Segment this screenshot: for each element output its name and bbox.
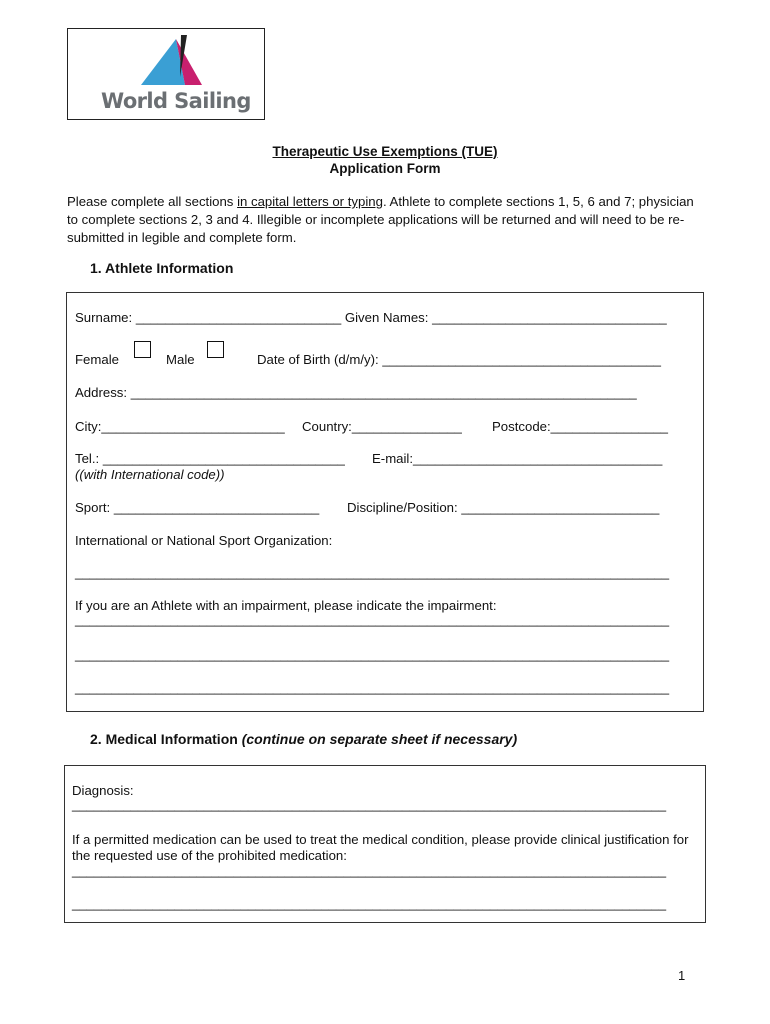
section2-note: (continue on separate sheet if necessary): [241, 731, 518, 747]
male-label: Male: [166, 352, 195, 367]
male-checkbox[interactable]: [207, 341, 224, 358]
surname-field[interactable]: Surname: ____________________________ Given Names: ________________________________: [75, 310, 667, 325]
postcode-field[interactable]: Postcode:________________: [492, 419, 668, 434]
section2-heading: 2. Medical Information (continue on separate sheet if necessary): [90, 731, 518, 747]
org-label: International or National Sport Organization:: [75, 533, 333, 548]
diagnosis-label: Diagnosis:: [72, 783, 134, 798]
tel-note: ((with International code)): [75, 467, 225, 482]
email-field[interactable]: E-mail:__________________________________: [372, 451, 663, 466]
form-subtitle: Application Form: [329, 161, 441, 176]
city-field[interactable]: City:_________________________: [75, 419, 285, 434]
org-line[interactable]: _________________________________________________________________________________: [75, 565, 670, 580]
impairment-line-3[interactable]: _________________________________________________________________________________: [75, 680, 670, 695]
logo-text: World Sailing: [101, 89, 251, 113]
tel-field[interactable]: Tel.: _________________________________: [75, 451, 345, 466]
diagnosis-line[interactable]: _________________________________________________________________________________: [72, 797, 667, 812]
intro-paragraph: Please complete all sections in capital letters or typing. Athlete to complete sections 1, 5, 6 and 7; physician to complete sections 2, 3 and 4. Illegible or incomplete applications will be returned and will need to be re-submitted in legible and complete form.: [67, 194, 694, 245]
discipline-field[interactable]: Discipline/Position: ___________________________: [347, 500, 660, 515]
section1-heading: 1. Athlete Information: [90, 260, 234, 276]
world-sailing-logo: [67, 28, 265, 120]
page-number: 1: [678, 968, 686, 983]
sport-field[interactable]: Sport: ____________________________: [75, 500, 320, 515]
country-field[interactable]: Country:_______________: [302, 419, 462, 434]
impairment-label: If you are an Athlete with an impairment, please indicate the impairment:: [75, 598, 497, 613]
justification-line-1[interactable]: _________________________________________________________________________________: [72, 863, 667, 878]
impairment-line-2[interactable]: _________________________________________________________________________________: [75, 647, 670, 662]
female-checkbox[interactable]: [134, 341, 151, 358]
address-field[interactable]: Address: _____________________________________________________________________: [75, 385, 637, 400]
form-title: Therapeutic Use Exemptions (TUE): [272, 144, 498, 159]
justification-text: If a permitted medication can be used to treat the medical condition, please provide clinical justification for the requested use of the prohibited medication:: [72, 832, 689, 863]
justification-line-2[interactable]: _________________________________________________________________________________: [72, 896, 667, 911]
intro-underlined: in capital letters or typing: [237, 194, 383, 209]
impairment-line-1[interactable]: _________________________________________________________________________________: [75, 612, 670, 627]
female-label: Female: [75, 352, 119, 367]
dob-field[interactable]: Date of Birth (d/m/y): ______________________________________: [257, 352, 662, 367]
